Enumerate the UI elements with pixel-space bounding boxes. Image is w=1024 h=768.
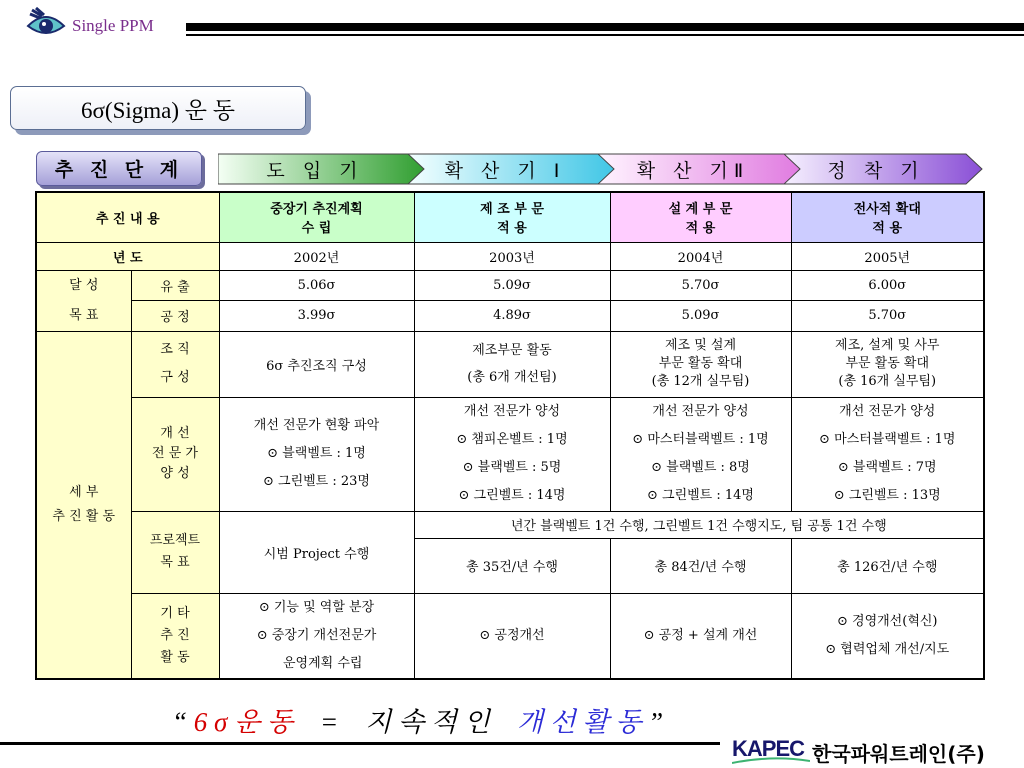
- slogan-part-2: 지 속 적 인: [365, 707, 490, 737]
- stage-arrow-label: 확 산 기 Ⅰ: [444, 159, 566, 182]
- detail-label: 세 부 추 진 활 동: [36, 331, 131, 679]
- stage-arrow-3: [598, 151, 804, 187]
- outflow-cell: 5.06σ: [219, 270, 414, 301]
- sigma-plan-table: [35, 191, 985, 680]
- slogan-equals: =: [320, 707, 339, 737]
- other-cell: ⊙ 기능 및 역할 분장 ⊙ 중장기 개선전문가 운영계획 수립: [219, 593, 414, 679]
- stage-arrow-label: 정 착 기: [827, 159, 925, 182]
- stage-arrow-label: 확 산 기Ⅱ: [636, 159, 750, 182]
- phase-header-1: 중장기 추진계획 수 립: [219, 192, 414, 242]
- slogan-part-1: 6 σ 운 동: [193, 707, 294, 737]
- header-rule-thick: [186, 23, 1024, 31]
- other-cell: ⊙ 공정 + 설계 개선: [610, 593, 791, 679]
- phase-header-3: 설 계 부 문 적 용: [610, 192, 791, 242]
- process-cell: 3.99σ: [219, 301, 414, 332]
- process-cell: 5.70σ: [791, 301, 984, 332]
- org-label: 조 직 구 성: [131, 331, 219, 397]
- slogan: “ 6 σ 운 동 = 지 속 적 인 개 선 활 동 ”: [172, 707, 664, 737]
- project-total-cell: 총 84건/년 수행: [610, 538, 791, 593]
- eye-logo-icon: [26, 6, 66, 44]
- expert-cell: 개선 전문가 양성 ⊙ 마스터블랙벨트 : 1명 ⊙ 블랙벨트 : 8명 ⊙ 그린벨트 : 14명: [610, 397, 791, 511]
- outflow-label: 유 출: [131, 270, 219, 301]
- expert-cell: 개선 전문가 현황 파악 ⊙ 블랙벨트 : 1명 ⊙ 그린벨트 : 23명: [219, 397, 414, 511]
- process-cell: 4.89σ: [414, 301, 610, 332]
- company-name: 한국파워트레인(주): [812, 742, 985, 766]
- year-cell: 2003년: [414, 242, 610, 270]
- project-total-cell: 총 126건/년 수행: [791, 538, 984, 593]
- other-label: 기 타 추 진 활 동: [131, 593, 219, 679]
- expert-cell: 개선 전문가 양성 ⊙ 마스터블랙벨트 : 1명 ⊙ 블랙벨트 : 7명 ⊙ 그린벨트 : 13명: [791, 397, 984, 511]
- process-cell: 5.09σ: [610, 301, 791, 332]
- outflow-cell: 6.00σ: [791, 270, 984, 301]
- stage-arrow-1: [218, 151, 428, 187]
- stage-arrow-4: [784, 151, 984, 187]
- goal-label: 달 성 목 표: [36, 270, 131, 331]
- page-title: 6σ(Sigma) 운 동: [10, 86, 306, 130]
- org-cell: 제조 및 설계 부문 활동 확대 (총 12개 실무팀): [610, 331, 791, 397]
- slogan-part-3: 개 선 활 동: [516, 707, 642, 737]
- year-cell: 2005년: [791, 242, 984, 270]
- phase-header-2: 제 조 부 문 적 용: [414, 192, 610, 242]
- stage-arrow-label: 도 입 기: [266, 159, 364, 182]
- brand-name: Single PPM: [72, 16, 154, 35]
- year-label: 년 도: [36, 242, 219, 270]
- phase-header-4: 전사적 확대 적 용: [791, 192, 984, 242]
- project-merged-cell: 년간 블랙벨트 1건 수행, 그린벨트 1건 수행지도, 팀 공통 1건 수행: [414, 511, 984, 538]
- stage-arrow-2: [408, 151, 618, 187]
- project-first-cell: 시범 Project 수행: [219, 511, 414, 593]
- expert-label: 개 선 전 문 가 양 성: [131, 397, 219, 511]
- other-cell: ⊙ 경영개선(혁신) ⊙ 협력업체 개선/지도: [791, 593, 984, 679]
- process-label: 공 정: [131, 301, 219, 332]
- project-total-cell: 총 35건/년 수행: [414, 538, 610, 593]
- outflow-cell: 5.09σ: [414, 270, 610, 301]
- org-cell: 제조, 설계 및 사무 부문 활동 확대 (총 16개 실무팀): [791, 331, 984, 397]
- col-header: 추 진 내 용: [36, 192, 219, 242]
- year-cell: 2002년: [219, 242, 414, 270]
- header-rule-thin: [186, 34, 1024, 36]
- org-cell: 제조부문 활동 (총 6개 개선팀): [414, 331, 610, 397]
- company-logo: KAPEC: [732, 736, 805, 761]
- footer-rule: [0, 742, 720, 745]
- logo-swoosh-icon: [732, 757, 810, 765]
- other-cell: ⊙ 공정개선: [414, 593, 610, 679]
- org-cell: 6σ 추진조직 구성: [219, 331, 414, 397]
- year-cell: 2004년: [610, 242, 791, 270]
- outflow-cell: 5.70σ: [610, 270, 791, 301]
- project-label: 프로젝트 목 표: [131, 511, 219, 593]
- expert-cell: 개선 전문가 양성 ⊙ 챔피온벨트 : 1명 ⊙ 블랙벨트 : 5명 ⊙ 그린벨트 : 14명: [414, 397, 610, 511]
- stage-label: 추 진 단 계: [36, 151, 202, 186]
